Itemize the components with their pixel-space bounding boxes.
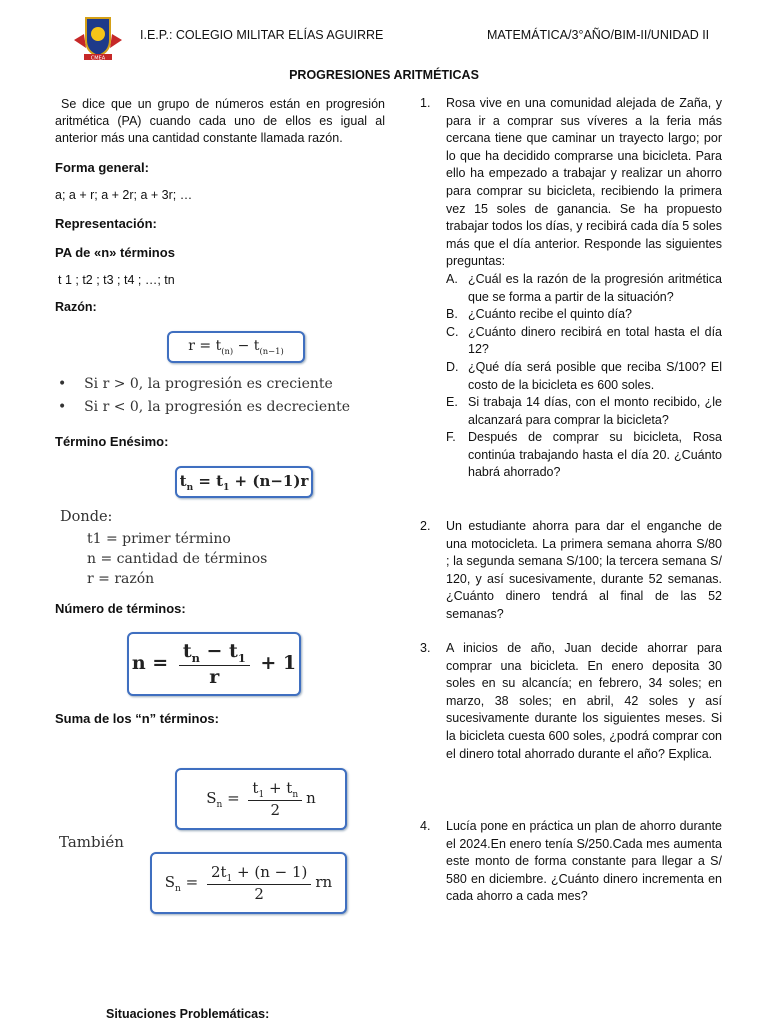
question-option: F. Después de comprar su bicicleta, Rosa continúa trabajando hasta el día 20. ¿Cuánto habrá ahorrado? [446,430,722,480]
question-option: E. Si trabaja 14 días, con el monto recibido, ¿le alcanzará para comprar la bicicleta? [446,395,722,427]
course-info: MATEMÁTICA/3°AÑO/BIM-II/UNIDAD II [487,28,710,42]
ratio-heading: Razón: [55,300,97,314]
ratio-formula-box [167,331,305,363]
problem-4 [420,818,722,906]
where-item: n = cantidad de términos [87,551,268,567]
school-name: I.E.P.: COLEGIO MILITAR ELÍAS AGUIRRE [140,28,384,42]
pa-n-terms-heading: PA de «n» términos [55,245,175,260]
general-form: a; a + r; a + 2r; a + 3r; … [55,188,193,202]
ratio-formula: $r = t_{(n)} - t_{(n-1)}$ [188,338,284,356]
where-item: r = razón [87,571,155,587]
question-option: B. ¿Cuánto recibe el quinto día? [446,307,632,322]
count-formula: n = $\frac{t_n - t_1}{r}$ + 1 [131,640,297,688]
where-item: t1 = primer término [87,531,231,547]
where-label: Donde: [60,509,113,525]
nth-term-formula: $t_n = t_1 + (n-1)r$ [179,471,309,493]
nth-term-formula-box [175,466,313,498]
problem-text: Rosa vive en una comunidad alejada de Zaña, y para ir a comprar sus víveres a la feria más cercana tiene que caminar un trayecto largo; por lo que ha decidido comprarse una bicicleta. Para ello ha empezado a trabajar y realizar un ahorro para comprar su bicicleta, recibiendo la primera vez 15 soles de ganancia. Se ha propuesto trabajar todos los días, y recibirá cada día 5 soles más que el día anterior. Responde las siguientes preguntas: [446,96,722,269]
problem-text: Lucía pone en práctica un plan de ahorro durante el 2024.En enero tenía S/250.Cada mes aumenta este monto de forma constante para llegar a S/ 580 en diciembre. ¿Cuánto dinero incrementa en cada ahorro a cada mes? [446,819,722,904]
problem-1 [420,95,722,482]
intro-paragraph: Se dice que un grupo de números están en progresión aritmética (PA) cuando cada uno de ellos es igual al anterior más una cantidad constante llamada razón. [55,97,385,145]
problems-heading: Situaciones Problemáticas: [106,1007,270,1021]
terms-sequence: t 1 ; t2 ; t3 ; t4 ; …; tn [58,273,175,287]
question-option: D. ¿Qué día será posible que reciba S/100? El costo de la bicicleta es 600 soles. [446,359,722,392]
bullet-item: • Si r > 0, la progresión es creciente [58,376,333,392]
nth-term-heading: Término Enésimo: [55,434,169,449]
question-option: C. ¿Cuánto dinero recibirá en total hasta el día 12? [446,324,722,357]
sum-formula: $S_n$ = $\frac{t_1 + t_n}{2}$ n [206,779,316,819]
question-option: A. ¿Cuál es la razón de la progresión aritmética que se forma a partir de la situación? [446,271,722,304]
count-heading: Número de términos: [55,601,186,616]
bullet-item: • Si r < 0, la progresión es decreciente [58,399,351,415]
representation-heading: Representación: [55,216,157,231]
sum-formula-box [175,768,347,830]
problem-2 [420,518,722,624]
problem-3 [420,640,722,763]
page-title: PROGRESIONES ARITMÉTICAS [289,68,479,82]
bullet-list [58,376,350,422]
also-label: También [59,833,124,851]
where-list [87,529,267,589]
svg-text:CMEA: CMEA [90,55,106,62]
general-form-heading: Forma general: [55,160,149,175]
problem-text: Un estudiante ahorra para dar el enganche de una motocicleta. La primera semana ahorra S/80 ; la segunda semana S/100; la tercera semana S/ 120, y así sucesivamente, durante 52 semanas. ¿Cuánto dinero tendrá al final de las 52 semanas? [446,519,722,621]
problem-number: 3. [420,641,431,655]
problem-text: A inicios de año, Juan decide ahorrar para comprar una bicicleta. En enero deposita 30 soles en su alcancía; en febrero, 34 soles; en marzo, 38 soles; en abril, 42 soles y así sucesivamente durante los siguientes meses. Si la bicicleta cuesta 600 soles, ¿podrá comprar con el dinero total ahorrado durante el año? Explica. [446,641,722,761]
problem-number: 2. [420,519,431,533]
alt-sum-formula: $S_n$ = $\frac{2t_1 + (n - 1)}{2}$ rn [164,863,333,903]
count-formula-box [127,632,301,696]
problem-number: 1. [420,96,431,110]
sum-heading: Suma de los “n” términos: [55,711,219,726]
problem-number: 4. [420,819,431,833]
school-logo [70,14,126,64]
alt-sum-formula-box [150,852,347,914]
